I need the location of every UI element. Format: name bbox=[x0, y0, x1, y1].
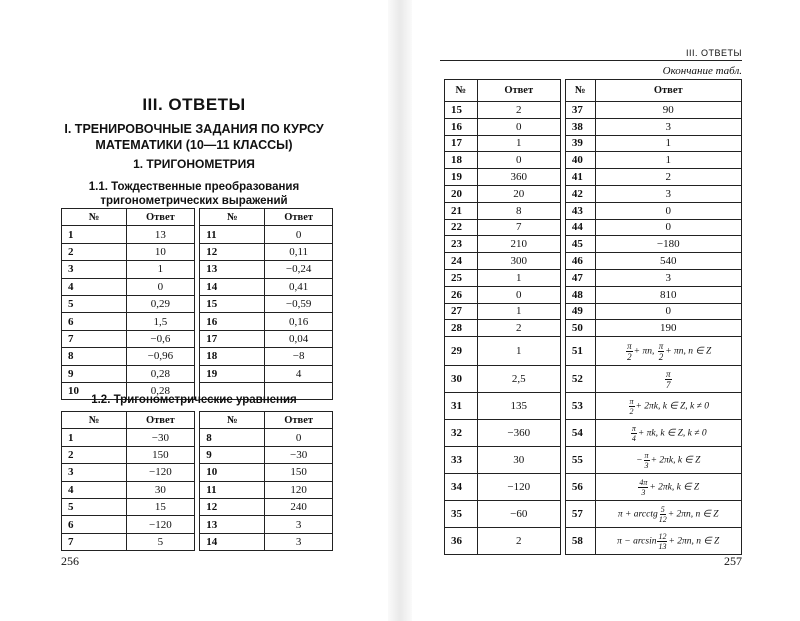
row-answer: −8 bbox=[265, 348, 333, 365]
row-answer: −0,96 bbox=[127, 348, 195, 365]
row-answer: 1 bbox=[595, 152, 742, 169]
row-answer: 0,04 bbox=[265, 330, 333, 347]
table-row bbox=[445, 303, 742, 320]
left-page bbox=[0, 0, 388, 621]
row-number: 14 bbox=[200, 278, 265, 295]
header-num: № bbox=[565, 80, 595, 102]
row-number: 15 bbox=[445, 102, 478, 119]
table-row: 29 1 51 $\frac{\pi}{2}$ + πn, $\frac{\pi}{2}$ + πn, n ∈ Z bbox=[445, 337, 742, 366]
table-row: 31 135 53 $\frac{\pi}{2}$ + 2πk, k ∈ Z, k ≠ 0 bbox=[445, 393, 742, 420]
running-head: III. ОТВЕТЫ bbox=[686, 48, 742, 58]
header-answer: Ответ bbox=[265, 412, 333, 429]
header-num: № bbox=[200, 209, 265, 226]
row-number: 4 bbox=[62, 278, 127, 295]
table-row: 32 −360 54 $\frac{\pi}{4}$ + πk, k ∈ Z, k ≠ 0 bbox=[445, 420, 742, 447]
table-row bbox=[62, 498, 333, 515]
row-number: 37 bbox=[565, 102, 595, 119]
row-answer: 13 bbox=[127, 226, 195, 243]
row-answer: 2 bbox=[477, 102, 560, 119]
answers-table-1-2 bbox=[61, 411, 333, 551]
row-answer: 0 bbox=[127, 278, 195, 295]
header-answer: Ответ bbox=[265, 209, 333, 226]
answer-formula: $\frac{\pi}{4}$ + πk, k ∈ Z, k ≠ 0 bbox=[595, 420, 742, 447]
row-answer: 300 bbox=[477, 253, 560, 270]
row-answer: 0 bbox=[595, 303, 742, 320]
table-row bbox=[62, 481, 333, 498]
row-number: 16 bbox=[200, 313, 265, 330]
row-answer: 3 bbox=[595, 185, 742, 202]
row-number: 10 bbox=[62, 382, 127, 399]
book-gutter bbox=[388, 0, 412, 621]
row-number: 17 bbox=[200, 330, 265, 347]
row-number: 7 bbox=[62, 533, 127, 550]
row-answer: 0,41 bbox=[265, 278, 333, 295]
table-row bbox=[62, 313, 333, 330]
row-answer: 0 bbox=[595, 219, 742, 236]
row-number: 6 bbox=[62, 313, 127, 330]
row-answer: 90 bbox=[595, 102, 742, 119]
row-answer: −180 bbox=[595, 236, 742, 253]
row-answer: 2 bbox=[595, 169, 742, 186]
header-num: № bbox=[445, 80, 478, 102]
answers-table-1-1 bbox=[61, 208, 333, 400]
page-number: 256 bbox=[61, 554, 79, 568]
table-row: 30 2,5 52 $\frac{\pi}{7}$ bbox=[445, 366, 742, 393]
row-number: 13 bbox=[200, 261, 265, 278]
row-number: 49 bbox=[565, 303, 595, 320]
row-answer: 1 bbox=[127, 261, 195, 278]
row-answer: −0,6 bbox=[127, 330, 195, 347]
row-answer: 360 bbox=[477, 169, 560, 186]
row-answer: −30 bbox=[265, 446, 333, 463]
table-row bbox=[62, 516, 333, 533]
row-answer: 8 bbox=[477, 202, 560, 219]
row-answer: 0 bbox=[265, 429, 333, 446]
row-answer: 1 bbox=[477, 135, 560, 152]
page-title: III. ОТВЕТЫ bbox=[142, 95, 246, 114]
table-row bbox=[62, 446, 333, 463]
row-number: 11 bbox=[200, 481, 265, 498]
header-num: № bbox=[62, 412, 127, 429]
row-number: 18 bbox=[445, 152, 478, 169]
row-number: 48 bbox=[565, 286, 595, 303]
row-number: 28 bbox=[445, 320, 478, 337]
row-number: 16 bbox=[445, 118, 478, 135]
row-number: 45 bbox=[565, 236, 595, 253]
table-header-row bbox=[62, 209, 333, 226]
row-number: 3 bbox=[62, 464, 127, 481]
section-heading: I. ТРЕНИРОВОЧНЫЕ ЗАДАНИЯ ПО КУРСУ МАТЕМАТИКИ (10—11 КЛАССЫ) bbox=[64, 122, 324, 152]
row-answer: 3 bbox=[265, 533, 333, 550]
header-answer: Ответ bbox=[477, 80, 560, 102]
row-answer: 0,16 bbox=[265, 313, 333, 330]
row-answer: −120 bbox=[127, 516, 195, 533]
row-answer: 0 bbox=[477, 286, 560, 303]
row-answer: −0,59 bbox=[265, 295, 333, 312]
row-answer: 0,11 bbox=[265, 243, 333, 260]
row-number: 19 bbox=[200, 365, 265, 382]
row-answer: 4 bbox=[265, 365, 333, 382]
table-row bbox=[445, 320, 742, 337]
row-answer: 150 bbox=[127, 446, 195, 463]
row-answer: 3 bbox=[595, 118, 742, 135]
row-number: 41 bbox=[565, 169, 595, 186]
row-answer: 0,29 bbox=[127, 295, 195, 312]
row-answer: 150 bbox=[265, 464, 333, 481]
answer-formula: − $\frac{\pi}{3}$ + 2πk, k ∈ Z bbox=[595, 447, 742, 474]
table-row bbox=[445, 286, 742, 303]
row-number: 44 bbox=[565, 219, 595, 236]
row-number: 23 bbox=[445, 236, 478, 253]
row-answer: −120 bbox=[127, 464, 195, 481]
row-answer: 3 bbox=[265, 516, 333, 533]
row-number: 27 bbox=[445, 303, 478, 320]
row-number: 8 bbox=[200, 429, 265, 446]
table-row: 36 2 58 π − arcsin $\frac{12}{13}$ + 2πn, n ∈ Z bbox=[445, 528, 742, 555]
row-answer: 3 bbox=[595, 269, 742, 286]
row-number: 6 bbox=[62, 516, 127, 533]
row-number: 9 bbox=[200, 446, 265, 463]
table-row bbox=[445, 135, 742, 152]
row-answer: 7 bbox=[477, 219, 560, 236]
table-row bbox=[62, 330, 333, 347]
row-answer: 0 bbox=[477, 152, 560, 169]
row-number: 3 bbox=[62, 261, 127, 278]
row-number: 12 bbox=[200, 498, 265, 515]
row-answer: 0 bbox=[265, 226, 333, 243]
answer-formula: $\frac{\pi}{2}$ + 2πk, k ∈ Z, k ≠ 0 bbox=[595, 393, 742, 420]
row-number: 15 bbox=[200, 295, 265, 312]
answers-table-continued bbox=[444, 79, 742, 555]
row-number: 47 bbox=[565, 269, 595, 286]
table-row bbox=[445, 152, 742, 169]
answer-formula: π − arcsin $\frac{12}{13}$ + 2πn, n ∈ Z bbox=[595, 528, 742, 555]
page-number: 257 bbox=[724, 554, 742, 568]
row-number: 26 bbox=[445, 286, 478, 303]
table-row bbox=[62, 278, 333, 295]
row-answer: 1 bbox=[595, 135, 742, 152]
table-row bbox=[62, 348, 333, 365]
continuation-label: Окончание табл. bbox=[662, 65, 742, 77]
table-header-row bbox=[62, 412, 333, 429]
row-number: 11 bbox=[200, 226, 265, 243]
row-number: 4 bbox=[62, 481, 127, 498]
row-answer: 10 bbox=[127, 243, 195, 260]
row-answer: 1,5 bbox=[127, 313, 195, 330]
header-answer: Ответ bbox=[595, 80, 742, 102]
row-number: 2 bbox=[62, 446, 127, 463]
row-number: 22 bbox=[445, 219, 478, 236]
table-row bbox=[62, 429, 333, 446]
row-number: 19 bbox=[445, 169, 478, 186]
row-answer: 540 bbox=[595, 253, 742, 270]
answer-formula: π + arcctg $\frac{5}{12}$ + 2πn, n ∈ Z bbox=[595, 501, 742, 528]
row-answer: 5 bbox=[127, 533, 195, 550]
table-row bbox=[62, 365, 333, 382]
table-row bbox=[62, 533, 333, 550]
row-number: 14 bbox=[200, 533, 265, 550]
row-number: 39 bbox=[565, 135, 595, 152]
row-number: 21 bbox=[445, 202, 478, 219]
row-number: 40 bbox=[565, 152, 595, 169]
row-number: 42 bbox=[565, 185, 595, 202]
row-answer: 120 bbox=[265, 481, 333, 498]
row-number: 38 bbox=[565, 118, 595, 135]
table-row bbox=[445, 269, 742, 286]
row-number: 5 bbox=[62, 498, 127, 515]
row-answer: −30 bbox=[127, 429, 195, 446]
row-number: 17 bbox=[445, 135, 478, 152]
header-num: № bbox=[200, 412, 265, 429]
table-row bbox=[445, 253, 742, 270]
row-number: 46 bbox=[565, 253, 595, 270]
row-answer: 20 bbox=[477, 185, 560, 202]
table-row bbox=[445, 102, 742, 119]
answer-formula: $\frac{4\pi}{3}$ + 2πk, k ∈ Z bbox=[595, 474, 742, 501]
row-answer: 0 bbox=[595, 202, 742, 219]
row-number: 18 bbox=[200, 348, 265, 365]
table-row bbox=[445, 118, 742, 135]
row-answer: 210 bbox=[477, 236, 560, 253]
row-answer: 0,28 bbox=[127, 365, 195, 382]
row-number: 13 bbox=[200, 516, 265, 533]
header-rule bbox=[440, 60, 742, 61]
row-number: 24 bbox=[445, 253, 478, 270]
table-row: 35 −60 57 π + arcctg $\frac{5}{12}$ + 2πn, n ∈ Z bbox=[445, 501, 742, 528]
row-number: 2 bbox=[62, 243, 127, 260]
header-answer: Ответ bbox=[127, 209, 195, 226]
row-answer: 15 bbox=[127, 498, 195, 515]
table-row bbox=[62, 295, 333, 312]
answer-formula: $\frac{\pi}{2}$ + πn, $\frac{\pi}{2}$ + πn, n ∈ Z bbox=[595, 337, 742, 366]
row-number: 43 bbox=[565, 202, 595, 219]
table-row bbox=[62, 243, 333, 260]
header-num: № bbox=[62, 209, 127, 226]
row-answer: 810 bbox=[595, 286, 742, 303]
table-row bbox=[62, 261, 333, 278]
row-number: 8 bbox=[62, 348, 127, 365]
header-answer: Ответ bbox=[127, 412, 195, 429]
row-answer: 1 bbox=[477, 269, 560, 286]
table-row: 33 30 55 − $\frac{\pi}{3}$ + 2πk, k ∈ Z bbox=[445, 447, 742, 474]
table-row bbox=[445, 236, 742, 253]
row-answer: 0,28 bbox=[127, 382, 195, 399]
row-answer: −0,24 bbox=[265, 261, 333, 278]
table-header-row bbox=[445, 80, 742, 102]
row-number: 25 bbox=[445, 269, 478, 286]
row-answer: 190 bbox=[595, 320, 742, 337]
table-row bbox=[445, 169, 742, 186]
row-number: 9 bbox=[62, 365, 127, 382]
table1-title: 1.1. Тождественные преобразования тригонометрических выражений bbox=[88, 181, 300, 207]
table-row bbox=[445, 202, 742, 219]
row-answer: 2 bbox=[477, 320, 560, 337]
row-answer: 1 bbox=[477, 303, 560, 320]
row-number: 50 bbox=[565, 320, 595, 337]
row-answer: 240 bbox=[265, 498, 333, 515]
table-row bbox=[62, 226, 333, 243]
table-row bbox=[445, 219, 742, 236]
row-number: 20 bbox=[445, 185, 478, 202]
row-number: 5 bbox=[62, 295, 127, 312]
row-answer: 30 bbox=[127, 481, 195, 498]
table-row bbox=[62, 464, 333, 481]
row-number: 1 bbox=[62, 429, 127, 446]
table2-title: 1.2. Тригонометрические уравнения bbox=[91, 394, 297, 406]
answer-formula: $\frac{\pi}{7}$ bbox=[595, 366, 742, 393]
chapter-heading: 1. ТРИГОНОМЕТРИЯ bbox=[133, 157, 255, 171]
table-row bbox=[445, 185, 742, 202]
row-number: 7 bbox=[62, 330, 127, 347]
row-answer: 0 bbox=[477, 118, 560, 135]
row-number: 1 bbox=[62, 226, 127, 243]
row-number: 10 bbox=[200, 464, 265, 481]
row-number: 12 bbox=[200, 243, 265, 260]
table-row: 34 −120 56 $\frac{4\pi}{3}$ + 2πk, k ∈ Z bbox=[445, 474, 742, 501]
